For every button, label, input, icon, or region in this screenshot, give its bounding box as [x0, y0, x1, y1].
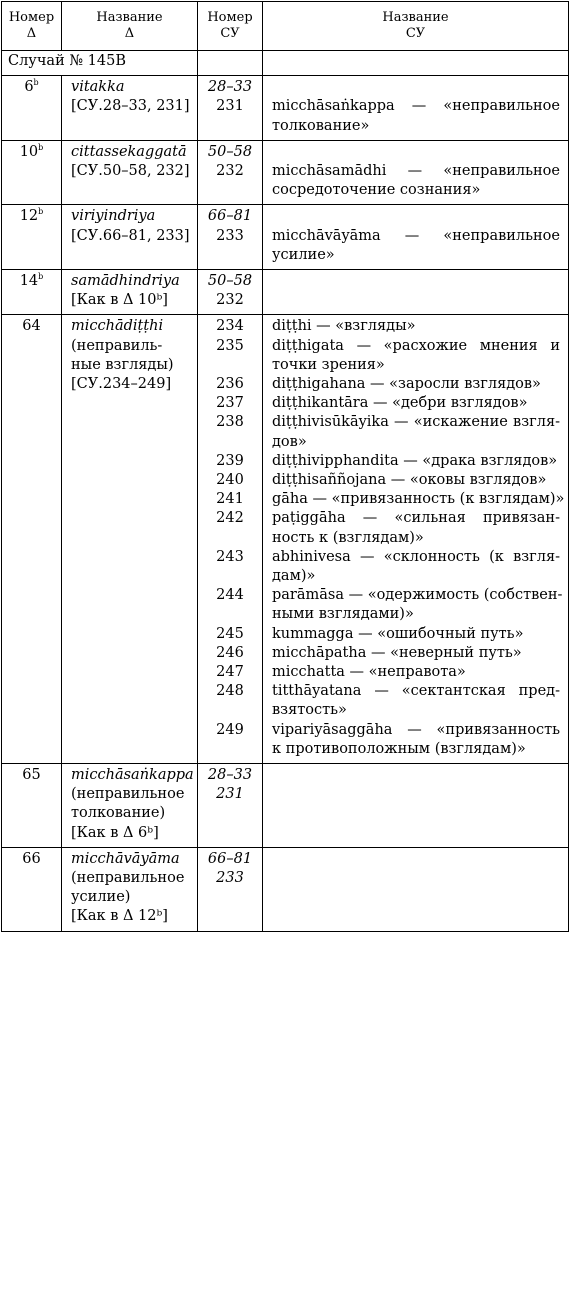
delta-name-cell [62, 847, 198, 931]
su-entry-line: micchāsamādhi — «неправильное [272, 162, 560, 179]
delta-number-superscript: b [33, 78, 39, 88]
su-entry-line: micchāpatha — «неверный путь» [272, 644, 522, 661]
header-name-su: Название СУ [263, 2, 569, 51]
su-entry [272, 509, 560, 547]
delta-number: 6 [24, 79, 34, 96]
su-entry-line: точки зрения» [272, 356, 385, 373]
delta-number: 10 [19, 143, 39, 160]
delta-reference: [СУ.28–33, 231] [71, 98, 190, 115]
delta-number-cell [2, 269, 62, 314]
spacer [198, 605, 262, 624]
delta-name-cell [62, 205, 198, 270]
su-entry-line: diṭṭhikantāra — «дебри взглядов» [272, 395, 528, 412]
su-number: 233 [216, 227, 244, 244]
su-number: 241 [216, 491, 244, 508]
su-number-cell [198, 847, 263, 931]
su-entry-line: дов» [272, 433, 307, 450]
su-name-cell [263, 764, 569, 848]
spacer [272, 766, 560, 785]
delta-reference: [СУ.50–58, 232] [71, 163, 190, 179]
su-number-cell [198, 269, 263, 314]
delta-number: 12 [19, 208, 39, 225]
su-entry [272, 663, 560, 682]
su-number-cell [198, 315, 263, 764]
su-entry [272, 548, 560, 586]
su-entry-line: diṭṭhigata — «расхожие мнения и [272, 337, 560, 354]
table-row [2, 205, 569, 270]
su-number-cell [198, 76, 263, 141]
su-entry [272, 162, 560, 200]
su-entry-line: diṭṭhi — «взгляды» [272, 318, 416, 335]
delta-name-gloss: усилие) [71, 889, 131, 906]
su-number: 237 [216, 395, 244, 412]
su-number-cell [198, 764, 263, 848]
delta-name-cell [62, 76, 198, 141]
su-entry [272, 227, 560, 265]
su-range: 50–58 [207, 272, 253, 289]
delta-name-gloss: (неправильное [71, 870, 185, 887]
su-entry-line: micchāvāyāma — «неправильное [272, 227, 560, 244]
su-entry [272, 644, 560, 663]
delta-number: 14 [19, 272, 39, 289]
delta-number: 65 [22, 767, 41, 784]
delta-name-pali: cittassekaggatā [71, 143, 187, 160]
su-number: 239 [216, 452, 244, 469]
su-name-cell [263, 269, 569, 314]
table-row [2, 847, 569, 931]
su-entry [272, 471, 560, 490]
su-entry-line: сосредоточение сознания» [272, 182, 481, 199]
delta-name-gloss: (неправиль- [71, 337, 163, 354]
delta-name-pali: samādhindriya [71, 272, 180, 289]
su-entry-line: paṭiggāha — «сильная привязан- [272, 510, 560, 527]
su-name-cell [263, 76, 569, 141]
su-entry-line: ность к (взглядам)» [272, 529, 424, 546]
case-row [2, 51, 569, 76]
su-entry-line: gāha — «привязанность (к взглядам)» [272, 491, 565, 508]
delta-name-gloss: [Как в Δ 6ᵇ] [71, 824, 159, 841]
su-name-cell [263, 315, 569, 764]
su-number: 234 [216, 318, 244, 335]
su-entry [272, 291, 560, 310]
spacer [198, 117, 262, 136]
spacer [272, 143, 560, 162]
su-entry-line: дам)» [272, 568, 316, 585]
spacer [272, 272, 560, 291]
su-entry [272, 625, 560, 644]
su-number: 231 [216, 98, 244, 115]
delta-name-pali: micchāvāyāma [71, 850, 180, 867]
spacer [198, 701, 262, 720]
su-number: 235 [216, 337, 244, 354]
su-entry [272, 97, 560, 135]
delta-name-cell [62, 315, 198, 764]
su-name-cell [263, 847, 569, 931]
su-entry-line: vipariyāsaggāha — «привязанность [272, 721, 560, 738]
su-number: 232 [216, 292, 244, 309]
spacer [272, 207, 560, 226]
delta-number: 66 [22, 850, 41, 867]
su-number: 242 [216, 510, 244, 527]
su-range: 50–58 [207, 143, 253, 160]
delta-name-pali: micchāsaṅkappa [71, 767, 194, 784]
su-number: 232 [216, 163, 244, 179]
delta-number-cell [2, 847, 62, 931]
su-entry-line: diṭṭhigahana — «заросли взглядов» [272, 376, 541, 392]
su-entry [272, 490, 565, 509]
su-entry-line: diṭṭhivisūkāyika — «искажение взгля- [272, 414, 560, 431]
su-entry-line: к противоположным (взглядам)» [272, 740, 526, 757]
delta-name-gloss: [СУ.234–249] [71, 376, 172, 392]
delta-number: 64 [22, 318, 41, 335]
su-entry-line: kummagga — «ошибочный путь» [272, 625, 524, 642]
correspondence-table [1, 1, 569, 932]
su-entry [272, 586, 563, 624]
su-entry [272, 394, 560, 413]
spacer [198, 181, 262, 200]
su-name-cell [263, 205, 569, 270]
delta-number-superscript: b [38, 272, 44, 282]
spacer [272, 78, 560, 97]
su-entry-line: толкование» [272, 117, 370, 134]
su-number-cell [198, 140, 263, 205]
su-entry [272, 317, 560, 336]
su-range: 28–33 [207, 767, 253, 784]
header-num-su: Номер СУ [198, 2, 263, 51]
su-entry-line: diṭṭhivipphandita — «драка взглядов» [272, 452, 558, 469]
delta-name-cell [62, 140, 198, 205]
su-number: 243 [216, 548, 244, 565]
delta-number-superscript: b [38, 142, 44, 152]
delta-name-gloss: толкование) [71, 805, 166, 822]
su-number: 240 [216, 471, 244, 488]
table-row [2, 315, 569, 764]
delta-name-cell [62, 764, 198, 848]
delta-reference: [Как в Δ 10ᵇ] [71, 292, 168, 309]
su-entry-line: усилие» [272, 246, 335, 263]
su-entry-line: titthāyatana — «сектантская пред- [272, 683, 560, 700]
su-entry [272, 721, 560, 759]
su-entry [272, 413, 560, 451]
su-entry [272, 682, 560, 720]
su-number: 249 [216, 721, 244, 738]
table-row [2, 140, 569, 205]
delta-reference: [СУ.66–81, 233] [71, 227, 190, 244]
delta-name-pali: vitakka [71, 79, 125, 96]
spacer [198, 567, 262, 586]
spacer [198, 356, 262, 375]
su-number: 244 [216, 587, 244, 604]
delta-name-pali: micchādiṭṭhi [71, 318, 164, 335]
su-number: 245 [216, 625, 244, 642]
delta-name-gloss: [Как в Δ 12ᵇ] [71, 908, 168, 925]
delta-number-cell [2, 76, 62, 141]
table-row [2, 764, 569, 848]
delta-name-cell [62, 269, 198, 314]
spacer [272, 291, 560, 310]
header-row [2, 2, 569, 51]
delta-number-cell [2, 315, 62, 764]
spacer [198, 740, 262, 759]
su-entry [272, 452, 560, 471]
su-range: 28–33 [207, 79, 253, 96]
su-entry-line: diṭṭhisaññojana — «оковы взглядов» [272, 472, 547, 489]
table-row [2, 76, 569, 141]
su-name-cell [263, 140, 569, 205]
spacer [272, 850, 560, 869]
su-number: 248 [216, 683, 244, 700]
su-number-cell [198, 205, 263, 270]
su-entry-line: abhinivesa — «склонность (к взгля- [272, 548, 560, 565]
su-number: 231 [216, 786, 244, 803]
su-range: 66–81 [207, 208, 253, 225]
su-number: 238 [216, 414, 244, 431]
su-number: 236 [216, 375, 244, 392]
su-number: 247 [216, 663, 244, 680]
delta-name-gloss: ные взгляды) [71, 356, 174, 373]
case-label: Случай № 145В [2, 51, 198, 76]
delta-number-cell [2, 140, 62, 205]
delta-name-pali: viriyindriya [71, 208, 156, 225]
su-number: 233 [216, 870, 244, 887]
table-row [2, 269, 569, 314]
su-entry-line: взятость» [272, 702, 347, 719]
su-number: 246 [216, 644, 244, 661]
su-entry-line: micchāsaṅkappa — «неправильное [272, 98, 560, 115]
delta-name-gloss: (неправильное [71, 786, 185, 803]
su-entry [272, 375, 560, 394]
delta-number-cell [2, 205, 62, 270]
header-name-delta: Название Δ [62, 2, 198, 51]
su-entry-line: parāmāsa — «одержимость (собствен- [272, 587, 563, 604]
delta-number-superscript: b [38, 207, 44, 217]
header-num-delta: Номер Δ [2, 2, 62, 51]
spacer [198, 246, 262, 265]
su-entry [272, 337, 560, 375]
su-range: 66–81 [207, 850, 253, 867]
spacer [198, 433, 262, 452]
spacer [198, 529, 262, 548]
su-entry-line: micchatta — «неправота» [272, 664, 466, 681]
su-entry-line: ными взглядами)» [272, 606, 414, 623]
delta-number-cell [2, 764, 62, 848]
